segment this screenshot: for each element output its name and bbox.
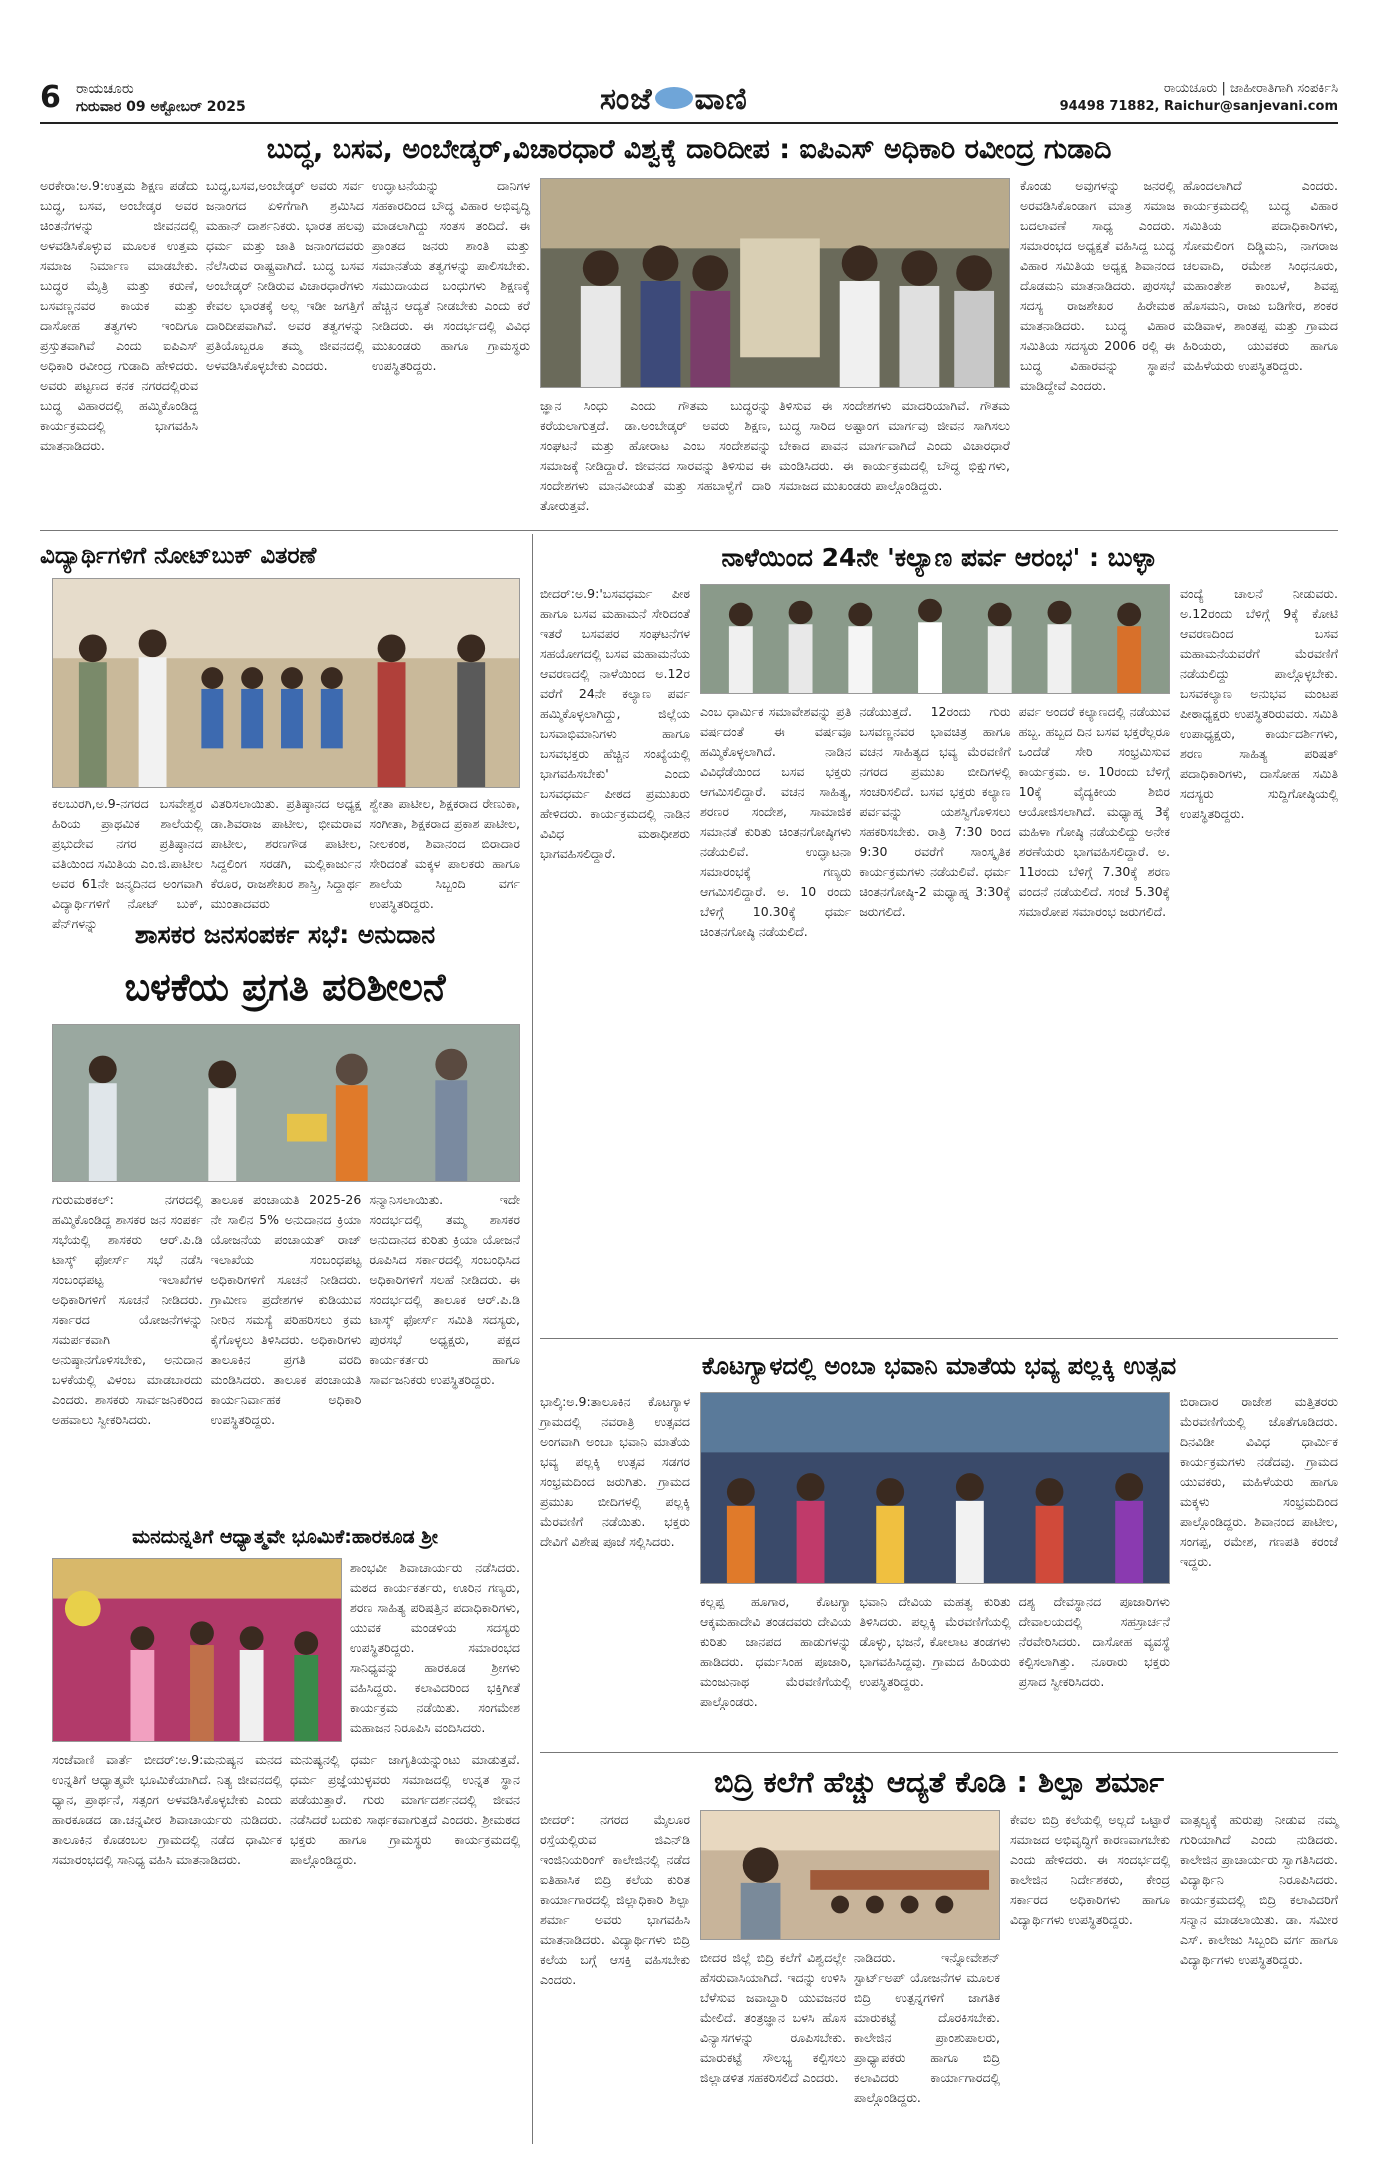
article-6-col-5: ಬಿರಾದಾರ ರಾಜೇಶ ಮತ್ತಿತರರು ಮೆರವಣಿಗೆಯಲ್ಲಿ ಜೊತೆಗೂಡಿದರು. ದಿನವಿಡೀ ವಿವಿಧ ಧಾರ್ಮಿಕ ಕಾರ್ಯಕ್ರಮಗಳು ನಡೆದವು. ಗ್ರಾಮದ ಯುವಕರು, ಮಹಿಳೆಯರು ಹಾಗೂ ಮಕ್ಕಳು ಸಂಭ್ರಮದಿಂದ ಪಾಲ್ಗೊಂಡಿದ್ದರು. ಶಿವಾನಂದ ಪಾಟೀಲ, ಸಂಗಪ್ಪ, ರಮೇಶ, ಗಣಪತಿ ಕರಂಜೆ ಇದ್ದರು. [1180, 1394, 1338, 1569]
article-2-photo [52, 578, 520, 788]
article-5-col-3: ಶಾಂಭವೀ ಶಿವಾಚಾರ್ಯರು ನಡೆಸಿದರು. ಮಠದ ಕಾರ್ಯಕರ್ತರು, ಊರಿನ ಗಣ್ಯರು, ಶರಣ ಸಾಹಿತ್ಯ ಪರಿಷತ್ತಿನ ಪದಾಧಿಕಾರಿಗಳು, ಯುವಕ ಮಂಡಳಿಯ ಸದಸ್ಯರು ಉಪಸ್ಥಿತರಿದ್ದರು. ಸಮಾರಂಭದ ಸಾನಿಧ್ಯವನ್ನು ಹಾರಕೂಡ ಶ್ರೀಗಳು ವಹಿಸಿದ್ದರು. ಕಲಾವಿದರಿಂದ ಭಕ್ತಿಗೀತೆ ಕಾರ್ಯಕ್ರಮ ನಡೆಯಿತು. ಸಂಗಮೇಶ ಮಹಾಜನ ನಿರೂಪಿಸಿ ವಂದಿಸಿದರು. [350, 1560, 520, 1735]
article-5-col-2: ಮನುಷ್ಯನಲ್ಲಿ ಧರ್ಮ ಜಾಗೃತಿಯನ್ನುಂಟು ಮಾಡುತ್ತವೆ. ಧರ್ಮ ಪ್ರಜ್ಞೆಯುಳ್ಳವರು ಸಮಾಜದಲ್ಲಿ ಉನ್ನತ ಸ್ಥಾನ ಪಡೆಯುತ್ತಾರೆ. ಗುರು ಮಾರ್ಗದರ್ಶನದಲ್ಲಿ ಜೀವನ ನಡೆಸಿದರೆ ಬದುಕು ಸಾರ್ಥಕವಾಗುತ್ತದೆ ಎಂದರು. ಶ್ರೀಮಠದ ಭಕ್ತರು ಹಾಗೂ ಗ್ರಾಮಸ್ಥರು ಕಾರ್ಯಕ್ರಮದಲ್ಲಿ ಪಾಲ್ಗೊಂಡಿದ್ದರು. [290, 1752, 520, 1867]
article-1-col-2: ಬುದ್ಧ,ಬಸವ,ಅಂಬೇಡ್ಕರ್ ಅವರು ಸರ್ವ ಜನಾಂಗದ ಏಳಿಗೆಗಾಗಿ ಶ್ರಮಿಸಿದ ಮಹಾನ್ ದಾರ್ಶನಿಕರು. ಭಾರತ ಹಲವು ಧರ್ಮ ಮತ್ತು ಜಾತಿ ಜನಾಂಗದವರು ನೆಲೆಸಿರುವ ರಾಷ್ಟ್ರವಾಗಿದೆ. ಬುದ್ಧ ಬಸವ ಅಂಬೇಡ್ಕರ್ ನೀಡಿರುವ ವಿಚಾರಧಾರೆಗಳು ಕೇವಲ ಭಾರತಕ್ಕೆ ಅಲ್ಲ ಇಡೀ ಜಗತ್ತಿಗೆ ದಾರಿದೀಪವಾಗಿವೆ. ಅವರ ತತ್ವಗಳನ್ನು ಪ್ರತಿಯೊಬ್ಬರೂ ತಮ್ಮ ಜೀವನದಲ್ಲಿ ಅಳವಡಿಸಿಕೊಳ್ಳಬೇಕು ಎಂದರು. [206, 178, 364, 373]
article-4-col-2: ತಾಲೂಕ ಪಂಚಾಯತಿ 2025-26 ನೇ ಸಾಲಿನ 5% ಅನುದಾನದ ಕ್ರಿಯಾ ಯೋಜನೆಯ ಪಂಚಾಯತ್ ರಾಜ್ ಇಲಾಖೆಯ ಸಂಬಂಧಪಟ್ಟ ಅಧಿಕಾರಿಗಳಿಗೆ ಸೂಚನೆ ನೀಡಿದರು. ಗ್ರಾಮೀಣ ಪ್ರದೇಶಗಳ ಕುಡಿಯುವ ನೀರಿನ ಸಮಸ್ಯೆ ಪರಿಹರಿಸಲು ಕ್ರಮ ಕೈಗೊಳ್ಳಲು ತಿಳಿಸಿದರು. ಅಧಿಕಾರಿಗಳು ತಾಲೂಕಿನ ಪ್ರಗತಿ ವರದಿ ಮಂಡಿಸಿದರು. ತಾಲೂಕ ಪಂಚಾಯತಿ ಕಾರ್ಯನಿರ್ವಾಹಕ ಅಧಿಕಾರಿ ಉಪಸ್ಥಿತರಿದ್ದರು. [210, 1192, 362, 1427]
article-3-col-5: ವಂದ್ಯೆ ಚಾಲನೆ ನೀಡುವರು. ಅ.12ರಂದು ಬೆಳಿಗ್ಗೆ 9ಕ್ಕೆ ಕೋಟಿ ಆವರಣದಿಂದ ಬಸವ ಮಹಾಮನೆಯವರೆಗೆ ಮೆರವಣಿಗೆ ನಡೆಯಲಿದ್ದು ಪಾಲ್ಗೊಳ್ಳಬೇಕು. ಬಸವಕಲ್ಯಾಣ ಅನುಭವ ಮಂಟಪ ಪೀಠಾಧ್ಯಕ್ಷರು ಉಪಸ್ಥಿತರಿರುವರು. ಸಮಿತಿ ಉಪಾಧ್ಯಕ್ಷರು, ಕಾರ್ಯದರ್ಶಿಗಳು, ಶರಣ ಸಾಹಿತ್ಯ ಪರಿಷತ್ ಪದಾಧಿಕಾರಿಗಳು, ದಾಸೋಹ ಸಮಿತಿ ಸದಸ್ಯರು ಸುದ್ದಿಗೋಷ್ಠಿಯಲ್ಲಿ ಉಪಸ್ಥಿತರಿದ್ದರು. [1180, 586, 1338, 821]
article-3-col-4: ಪರ್ವ ಅಂದರೆ ಕಲ್ಯಾಣದಲ್ಲಿ ನಡೆಯುವ ಹಬ್ಬ. ಹಬ್ಬದ ದಿನ ಬಸವ ಭಕ್ತರೆಲ್ಲರೂ ಒಂದೆಡೆ ಸೇರಿ ಸಂಭ್ರಮಿಸುವ ಕಾರ್ಯಕ್ರಮ. ಅ. 10ರಂದು ಬೆಳಿಗ್ಗೆ 10ಕ್ಕೆ ವೈದ್ಯಕೀಯ ಶಿಬಿರ ಆಯೋಜಿಸಲಾಗಿದೆ. ಮಧ್ಯಾಹ್ನ 3ಕ್ಕೆ ಮಹಿಳಾ ಗೋಷ್ಠಿ ನಡೆಯಲಿದ್ದು ಅನೇಕ ಶರಣೆಯರು ಭಾಗವಹಿಸಲಿದ್ದಾರೆ. ಅ. 11ರಂದು ಬೆಳಿಗ್ಗೆ 7.30ಕ್ಕೆ ಶರಣ ವಂದನೆ ನಡೆಯಲಿದೆ. ಸಂಜೆ 5.30ಕ್ಕೆ ಸಮಾರೋಪ ಸಮಾರಂಭ ಜರುಗಲಿದೆ. [1018, 704, 1170, 919]
article-3-photo [700, 584, 1170, 694]
article-1-col-6: ಕೊಂಡು ಅವುಗಳನ್ನು ಜನರಲ್ಲಿ ಅರವಡಿಸಿಕೊಂಡಾಗ ಮಾತ್ರ ಸಮಾಜ ಬದಲಾವಣೆ ಸಾಧ್ಯ ಎಂದರು. ಸಮಾರಂಭದ ಅಧ್ಯಕ್ಷತೆ ವಹಿಸಿದ್ದ ಬುದ್ಧ ವಿಹಾರ ಸಮಿತಿಯ ಅಧ್ಯಕ್ಷ ಶಿವಾನಂದ ದೊಡಮನಿ ಮಾತನಾಡಿದರು. ಪುರಸಭೆ ಸದಸ್ಯ ರಾಜಶೇಖರ ಹಿರೇಮಠ ಮಾತನಾಡಿದರು. ಬುದ್ಧ ವಿಹಾರ ಸಮಿತಿಯ ಸದಸ್ಯರು 2006 ರಲ್ಲಿ ಈ ಬುದ್ಧ ವಿಹಾರವನ್ನು ಸ್ಥಾಪನೆ ಮಾಡಿದ್ದೇವೆ ಎಂದರು. [1020, 178, 1175, 393]
article-1-col-7: ಹೊಂದಲಾಗಿದೆ ಎಂದರು. ಕಾರ್ಯಕ್ರಮದಲ್ಲಿ ಬುದ್ಧ ವಿಹಾರ ಸಮಿತಿಯ ಪದಾಧಿಕಾರಿಗಳು, ಸೋಮಲಿಂಗ ದಿಡ್ಡಿಮನಿ, ನಾಗರಾಜ ಚಲವಾದಿ, ರಮೇಶ ಸಿಂಧನೂರು, ಮಹಾಂತೇಶ ಕಾಂಬಳೆ, ಶಿವಪ್ಪ ಹೊಸಮನಿ, ರಾಜು ಬಡಿಗೇರ, ಶಂಕರ ಮಡಿವಾಳ, ಶಾಂತಪ್ಪ ಮತ್ತು ಗ್ರಾಮದ ಹಿರಿಯರು, ಯುವಕರು ಹಾಗೂ ಮಹಿಳೆಯರು ಉಪಸ್ಥಿತರಿದ್ದರು. [1183, 178, 1338, 373]
article-4-headline-bottom: ಬಳಕೆಯ ಪ್ರಗತಿ ಪರಿಶೀಲನೆ [124, 965, 446, 1009]
article-7-col-2: ಬೀದರ ಜಿಲ್ಲೆ ಬಿದ್ರಿ ಕಲೆಗೆ ವಿಶ್ವದಲ್ಲೇ ಹೆಸರುವಾಸಿಯಾಗಿದೆ. ಇದನ್ನು ಉಳಿಸಿ ಬೆಳೆಸುವ ಜವಾಬ್ದಾರಿ ಯುವಜನರ ಮೇಲಿದೆ. ತಂತ್ರಜ್ಞಾನ ಬಳಸಿ ಹೊಸ ವಿನ್ಯಾಸಗಳನ್ನು ರೂಪಿಸಬೇಕು. ಮಾರುಕಟ್ಟೆ ಸೌಲಭ್ಯ ಕಲ್ಪಿಸಲು ಜಿಲ್ಲಾಡಳಿತ ಸಹಕರಿಸಲಿದೆ ಎಂದರು. [700, 1950, 846, 2085]
article-7-col-4: ಕೇವಲ ಬಿದ್ರಿ ಕಲೆಯಲ್ಲಿ ಅಲ್ಲದೆ ಒಟ್ಟಾರೆ ಸಮಾಜದ ಅಭಿವೃದ್ಧಿಗೆ ಕಾರಣವಾಗಬೇಕು ಎಂದು ಹೇಳಿದರು. ಈ ಸಂದರ್ಭದಲ್ಲಿ ಕಾಲೇಜಿನ ನಿರ್ದೇಶಕರು, ಕೇಂದ್ರ ಸರ್ಕಾರದ ಅಧಿಕಾರಿಗಳು ಹಾಗೂ ವಿದ್ಯಾರ್ಥಿಗಳು ಉಪಸ್ಥಿತರಿದ್ದರು. [1010, 1812, 1170, 1927]
article-6-col-2: ಕಲ್ಲಪ್ಪ ಹೂಗಾರ, ಕೊಟಗ್ಯಾ ಆಕ್ಕಮಹಾದೇವಿ ತಂಡದವರು ದೇವಿಯ ಕುರಿತು ಜಾನಪದ ಹಾಡುಗಳನ್ನು ಹಾಡಿದರು. ಧರ್ಮಸಿಂಹ ಪೂಜಾರಿ, ಮಂಜುನಾಥ ಮೆರವಣಿಗೆಯಲ್ಲಿ ಪಾಲ್ಗೊಂಡರು. [700, 1594, 852, 1709]
contact-info [1060, 80, 1338, 116]
article-5-headline: ಮನದುನ್ನತಿಗೆ ಆಧ್ಯಾತ್ಮವೇ ಭೂಮಿಕೆ:ಹಾರಕೂಡ ಶ್ರೀ [132, 1526, 438, 1548]
article-2-col-3: ಶ್ವೇತಾ ಪಾಟೀಲ, ಶಿಕ್ಷಕರಾದ ರೇಣುಕಾ, ಸಂಗೀತಾ, ಶಿಕ್ಷಕರಾದ ಪ್ರಕಾಶ ಪಾಟೀಲ, ನೀಲಕಂಠ, ಶಿವಾನಂದ ಬಿರಾದಾರ ಸೇರಿದಂತೆ ಮಕ್ಕಳ ಪಾಲಕರು ಹಾಗೂ ಶಾಲೆಯ ಸಿಬ್ಬಂದಿ ವರ್ಗ ಉಪಸ್ಥಿತರಿದ್ದರು. [369, 796, 521, 911]
article-1-photo [540, 178, 1010, 388]
divider [532, 534, 533, 2144]
article-5-cols [52, 1750, 520, 2144]
article-1-col-4: ಜ್ಞಾನ ಸಿಂಧು ಎಂದು ಗೌತಮ ಬುದ್ಧರನ್ನು ಕರೆಯಲಾಗುತ್ತದೆ. ಡಾ.ಅಂಬೇಡ್ಕರ್ ಅವರು ಶಿಕ್ಷಣ, ಸಂಘಟನೆ ಮತ್ತು ಹೋರಾಟ ಎಂಬ ಸಂದೇಶವನ್ನು ಸಮಾಜಕ್ಕೆ ನೀಡಿದ್ದಾರೆ. ಜೀವನದ ಸಾರವನ್ನು ತಿಳಿಸುವ ಈ ಸಂದೇಶಗಳು ಮಾನವೀಯತೆ ಮತ್ತು ಸಹಬಾಳ್ವೆಗೆ ದಾರಿ ತೋರುತ್ತವೆ. [540, 398, 771, 513]
divider [40, 530, 1338, 531]
article-6-headline: ಕೊಟಗ್ಯಾಳದಲ್ಲಿ ಅಂಬಾ ಭವಾನಿ ಮಾತೆಯ ಭವ್ಯ ಪಲ್ಲಕ್ಕಿ ಉತ್ಸವ [701, 1352, 1177, 1380]
masthead [40, 78, 1338, 124]
article-1-col-5: ತಿಳಿಸುವ ಈ ಸಂದೇಶಗಳು ಮಾದರಿಯಾಗಿವೆ. ಗೌತಮ ಬುದ್ಧ ಸಾರಿದ ಅಷ್ಟಾಂಗ ಮಾರ್ಗವು ಜೀವನ ಸಾಗಿಸಲು ಬೇಕಾದ ಪಾವನ ಮಾರ್ಗವಾಗಿದೆ ಎಂದು ವಿಚಾರಧಾರೆ ಮಂಡಿಸಿದರು. ಈ ಕಾರ್ಯಕ್ರಮದಲ್ಲಿ ಬೌದ್ಧ ಭಿಕ್ಷುಗಳು, ಸಮಾಜದ ಮುಖಂಡರು ಪಾಲ್ಗೊಂಡಿದ್ದರು. [779, 398, 1010, 493]
article-7-col-5: ವಾತ್ಸಲ್ಯಕ್ಕೆ ಹುರುಪು ನೀಡುವ ನಮ್ಮ ಗುರಿಯಾಗಿದೆ ಎಂದು ನುಡಿದರು. ಕಾಲೇಜಿನ ಪ್ರಾಚಾರ್ಯರು ಸ್ವಾಗತಿಸಿದರು. ವಿದ್ಯಾರ್ಥಿನಿ ನಿರೂಪಿಸಿದರು. ಕಾರ್ಯಕ್ರಮದಲ್ಲಿ ಬಿದ್ರಿ ಕಲಾವಿದರಿಗೆ ಸನ್ಮಾನ ಮಾಡಲಾಯಿತು. ಡಾ. ಸಮೀರ ಎಸ್. ಕಾಲೇಜು ಸಿಬ್ಬಂದಿ ವರ್ಗ ಹಾಗೂ ವಿದ್ಯಾರ್ಥಿಗಳು ಉಪಸ್ಥಿತರಿದ್ದರು. [1180, 1812, 1338, 1967]
newspaper-logo [600, 82, 748, 117]
globe-icon [655, 87, 693, 109]
date-line: ಗುರುವಾರ 09 ಅಕ್ಟೋಬರ್ 2025 [76, 99, 246, 115]
article-1-cols-right [1020, 176, 1338, 528]
article-7-col-left [540, 1810, 690, 2144]
article-1-col-3: ಉದ್ಘಾಟನೆಯನ್ನು ದಾನಿಗಳ ಸಹಕಾರದಿಂದ ಬೌದ್ಧ ವಿಹಾರ ಅಭಿವೃದ್ಧಿ ಮಾಡಲಾಗಿದ್ದು ಸಂತಸ ತಂದಿದೆ. ಈ ಪ್ರಾಂತದ ಜನರು ಶಾಂತಿ ಮತ್ತು ಸಮಾನತೆಯ ತತ್ವಗಳನ್ನು ಪಾಲಿಸಬೇಕು. ಸಮುದಾಯದ ಬಂಧುಗಳು ಶಿಕ್ಷಣಕ್ಕೆ ಹೆಚ್ಚಿನ ಆದ್ಯತೆ ನೀಡಬೇಕು ಎಂದು ಕರೆ ನೀಡಿದರು. ಈ ಸಂದರ್ಭದಲ್ಲಿ ವಿವಿಧ ಮುಖಂಡರು ಹಾಗೂ ಗ್ರಾಮಸ್ಥರು ಉಪಸ್ಥಿತರಿದ್ದರು. [372, 178, 530, 373]
article-1-cols-left [40, 176, 530, 528]
article-3-cols-mid [700, 702, 1170, 1334]
article-4-col-3: ಸನ್ಮಾನಿಸಲಾಯಿತು. ಇದೇ ಸಂದರ್ಭದಲ್ಲಿ ತಮ್ಮ ಶಾಸಕರ ಅನುದಾನದ ಕುರಿತು ಕ್ರಿಯಾ ಯೋಜನೆ ರೂಪಿಸಿದ ಸರ್ಕಾರದಲ್ಲಿ ಸಂಬಂಧಿಸಿದ ಅಧಿಕಾರಿಗಳಿಗೆ ಸಲಹೆ ನೀಡಿದರು. ಈ ಸಂದರ್ಭದಲ್ಲಿ ತಾಲೂಕ ಆರ್.ಪಿ.ಡಿ ಟಾಸ್ಕ್ ಫೋರ್ಸ್ ಸಮಿತಿ ಸದಸ್ಯರು, ಪುರಸಭೆ ಅಧ್ಯಕ್ಷರು, ಪಕ್ಷದ ಕಾರ್ಯಕರ್ತರು ಹಾಗೂ ಸಾರ್ವಜನಿಕರು ಉಪಸ್ಥಿತರಿದ್ದರು. [369, 1192, 521, 1387]
article-6-col-4: ದಶ್ಯ ದೇವಸ್ಥಾನದ ಪೂಜಾರಿಗಳು ದೇವಾಲಯದಲ್ಲಿ ಸಹಸ್ರಾರ್ಚನೆ ನೆರವೇರಿಸಿದರು. ದಾಸೋಹ ವ್ಯವಸ್ಥೆ ಕಲ್ಪಿಸಲಾಗಿತ್ತು. ನೂರಾರು ಭಕ್ತರು ಪ್ರಸಾದ ಸ್ವೀಕರಿಸಿದರು. [1018, 1594, 1170, 1689]
article-3-col-1: ಬೀದರ್:ಅ.9:'ಬಸವಧರ್ಮ ಪೀಠ ಹಾಗೂ ಬಸವ ಮಹಾಮನೆ ಸೇರಿದಂತೆ ಇತರೆ ಬಸವಪರ ಸಂಘಟನೆಗಳ ಸಹಯೋಗದಲ್ಲಿ ಬಸವ ಮಹಾಮನೆಯ ಆವರಣದಲ್ಲಿ ನಾಳೆಯಿಂದ ಅ.12ರ ವರೆಗೆ 24ನೇ ಕಲ್ಯಾಣ ಪರ್ವ ಹಮ್ಮಿಕೊಳ್ಳಲಾಗಿದ್ದು, ಜಿಲ್ಲೆಯ ಬಸವಾಭಿಮಾನಿಗಳು ಹಾಗೂ ಬಸವಭಕ್ತರು ಹೆಚ್ಚಿನ ಸಂಖ್ಯೆಯಲ್ಲಿ ಭಾಗವಹಿಸಬೇಕು' ಎಂದು ಬಸವಧರ್ಮ ಪೀಠದ ಪ್ರಮುಖರು ಹೇಳಿದರು. ಕಾರ್ಯಕ್ರಮದಲ್ಲಿ ನಾಡಿನ ವಿವಿಧ ಮಠಾಧೀಶರು ಭಾಗವಹಿಸಲಿದ್ದಾರೆ. [540, 586, 690, 861]
article-7-headline: ಬಿದ್ರಿ ಕಲೆಗೆ ಹೆಚ್ಚು ಆದ್ಯತೆ ಕೊಡಿ : ಶಿಲ್ಪಾ ಶರ್ಮಾ [713, 1765, 1165, 1799]
article-5-col-1: ಸಂಜೆವಾಣಿ ವಾರ್ತೆ ಬೀದರ್:ಅ.9:ಮನುಷ್ಯನ ಮನದ ಉನ್ನತಿಗೆ ಆಧ್ಯಾತ್ಮವೇ ಭೂಮಿಕೆಯಾಗಿದೆ. ನಿತ್ಯ ಜೀವನದಲ್ಲಿ ಧ್ಯಾನ, ಪ್ರಾರ್ಥನೆ, ಸತ್ಸಂಗ ಅಳವಡಿಸಿಕೊಳ್ಳಬೇಕು ಎಂದು ಹಾರಕೂಡದ ಡಾ.ಚನ್ನವೀರ ಶಿವಾಚಾರ್ಯರು ನುಡಿದರು. ತಾಲೂಕಿನ ಕೊಡಂಬಲ ಗ್ರಾಮದಲ್ಲಿ ನಡೆದ ಧಾರ್ಮಿಕ ಸಮಾರಂಭದಲ್ಲಿ ಸಾನಿಧ್ಯ ವಹಿಸಿ ಮಾತನಾಡಿದರು. [52, 1752, 282, 1867]
article-7-col-3: ನಾಡಿದರು. ಇನ್ನೋವೇಶನ್ ಸ್ಟಾರ್ಟ್‌ಅಪ್ ಯೋಜನೆಗಳ ಮೂಲಕ ಬಿದ್ರಿ ಉತ್ಪನ್ನಗಳಿಗೆ ಜಾಗತಿಕ ಮಾರುಕಟ್ಟೆ ದೊರಕಿಸಬೇಕು. ಕಾಲೇಜಿನ ಪ್ರಾಂಶುಪಾಲರು, ಪ್ರಾಧ್ಯಾಪಕರು ಹಾಗೂ ಬಿದ್ರಿ ಕಲಾವಿದರು ಕಾರ್ಯಾಗಾರದಲ್ಲಿ ಪಾಲ್ಗೊಂಡಿದ್ದರು. [854, 1950, 1000, 2105]
divider [540, 1752, 1338, 1753]
edition-info [76, 80, 246, 116]
article-6-cols-mid [700, 1592, 1170, 1748]
article-5-photo [52, 1558, 342, 1742]
article-6-col-1: ಭಾಲ್ಕಿ:ಅ.9:ತಾಲೂಕಿನ ಕೊಟಗ್ಯಾಳ ಗ್ರಾಮದಲ್ಲಿ ನವರಾತ್ರಿ ಉತ್ಸವದ ಅಂಗವಾಗಿ ಅಂಬಾ ಭವಾನಿ ಮಾತೆಯ ಭವ್ಯ ಪಲ್ಲಕ್ಕಿ ಉತ್ಸವ ಸಡಗರ ಸಂಭ್ರಮದಿಂದ ಜರುಗಿತು. ಗ್ರಾಮದ ಪ್ರಮುಖ ಬೀದಿಗಳಲ್ಲಿ ಪಲ್ಲಕ್ಕಿ ಮೆರವಣಿಗೆ ನಡೆಯಿತು. ಭಕ್ತರು ದೇವಿಗೆ ವಿಶೇಷ ಪೂಜೆ ಸಲ್ಲಿಸಿದರು. [540, 1394, 690, 1549]
article-7-col-mid-right [1010, 1810, 1170, 2144]
article-6-col-left [540, 1392, 690, 1748]
article-6-col-right [1180, 1392, 1338, 1748]
article-2-headline: ವಿದ್ಯಾರ್ಥಿಗಳಿಗೆ ನೋಟ್‌ಬುಕ್ ವಿತರಣೆ [40, 543, 317, 569]
page-number: 6 [40, 80, 61, 115]
article-1-headline: ಬುದ್ಧ, ಬಸವ, ಅಂಬೇಡ್ಕರ್,ವಿಚಾರಧಾರೆ ವಿಶ್ವಕ್ಕೆ ದಾರಿದೀಪ : ಐಪಿಎಸ್ ಅಧಿಕಾರಿ ರವೀಂದ್ರ ಗುಡಾದಿ [266, 134, 1112, 165]
article-3-col-2: ಎಂಬ ಧಾರ್ಮಿಕ ಸಮಾವೇಶವನ್ನು ಪ್ರತಿ ವರ್ಷದಂತೆ ಈ ವರ್ಷವೂ ಹಮ್ಮಿಕೊಳ್ಳಲಾಗಿದೆ. ನಾಡಿನ ವಿವಿಧೆಡೆಯಿಂದ ಬಸವ ಭಕ್ತರು ಆಗಮಿಸಲಿದ್ದಾರೆ. ವಚನ ಸಾಹಿತ್ಯ, ಶರಣರ ಸಂದೇಶ, ಸಾಮಾಜಿಕ ಸಮಾನತೆ ಕುರಿತು ಚಿಂತನಗೋಷ್ಠಿಗಳು ನಡೆಯಲಿವೆ. ಉದ್ಘಾಟನಾ ಸಮಾರಂಭಕ್ಕೆ ಗಣ್ಯರು ಆಗಮಿಸಲಿದ್ದಾರೆ. ಅ. 10 ರಂದು ಬೆಳಿಗ್ಗೆ 10.30ಕ್ಕೆ ಧರ್ಮ ಚಿಂತನಗೋಷ್ಠಿ ನಡೆಯಲಿದೆ. [700, 704, 852, 939]
article-7-cols-mid [700, 1948, 1000, 2144]
article-4-col-1: ಗುರುಮಠಕಲ್: ನಗರದಲ್ಲಿ ಹಮ್ಮಿಕೊಂಡಿದ್ದ ಶಾಸಕರ ಜನ ಸಂಪರ್ಕ ಸಭೆಯಲ್ಲಿ ಶಾಸಕರು ಆರ್.ಪಿ.ಡಿ ಟಾಸ್ಕ್ ಫೋರ್ಸ್ ಸಭೆ ನಡೆಸಿ ಸಂಬಂಧಪಟ್ಟ ಇಲಾಖೆಗಳ ಅಧಿಕಾರಿಗಳಿಗೆ ಸೂಚನೆ ನೀಡಿದರು. ಸರ್ಕಾರದ ಯೋಜನೆಗಳನ್ನು ಸಮರ್ಪಕವಾಗಿ ಅನುಷ್ಠಾನಗೊಳಿಸಬೇಕು, ಅನುದಾನ ಬಳಕೆಯಲ್ಲಿ ವಿಳಂಬ ಮಾಡಬಾರದು ಎಂದರು. ಶಾಸಕರು ಸಾರ್ವಜನಿಕರಿಂದ ಅಹವಾಲು ಸ್ವೀಕರಿಸಿದರು. [52, 1192, 203, 1427]
article-2-col-1: ಕಲಬುರಗಿ,ಅ.9-ನಗರದ ಬಸವೇಶ್ವರ ಹಿರಿಯ ಪ್ರಾಥಮಿಕ ಶಾಲೆಯಲ್ಲಿ ಪ್ರಭುದೇವ ನಗರ ಪ್ರತಿಷ್ಠಾನದ ವತಿಯಿಂದ ಸಮಿತಿಯ ಎಂ.ಜಿ.ಪಾಟೀಲ ಅವರ 61ನೇ ಜನ್ಮದಿನದ ಅಂಗವಾಗಿ ವಿದ್ಯಾರ್ಥಿಗಳಿಗೆ ನೋಟ್ ಬುಕ್, ಪೆನ್‌ಗಳನ್ನು [52, 796, 203, 931]
article-4-cols [52, 1190, 520, 1516]
article-5-col-right [350, 1558, 520, 1742]
article-7-col-1: ಬೀದರ್: ನಗರದ ಮೈಲೂರ ರಸ್ತೆಯಲ್ಲಿರುವ ಜಿಎನ್‌ಡಿ ಇಂಜಿನಿಯರಿಂಗ್ ಕಾಲೇಜಿನಲ್ಲಿ ನಡೆದ ಐತಿಹಾಸಿಕ ಬಿದ್ರಿ ಕಲೆಯ ಕುರಿತ ಕಾರ್ಯಾಗಾರದಲ್ಲಿ ಜಿಲ್ಲಾಧಿಕಾರಿ ಶಿಲ್ಪಾ ಶರ್ಮಾ ಅವರು ಭಾಗವಹಿಸಿ ಮಾತನಾಡಿದರು. ವಿದ್ಯಾರ್ಥಿಗಳು ಬಿದ್ರಿ ಕಲೆಯ ಬಗ್ಗೆ ಆಸಕ್ತಿ ವಹಿಸಬೇಕು ಎಂದರು. [540, 1812, 690, 1987]
article-7-col-right [1180, 1810, 1338, 2144]
article-2-cols [52, 794, 521, 931]
article-6-col-3: ಭವಾನಿ ದೇವಿಯ ಮಹತ್ವ ಕುರಿತು ತಿಳಿಸಿದರು. ಪಲ್ಲಕ್ಕಿ ಮೆರವಣಿಗೆಯಲ್ಲಿ ಡೊಳ್ಳು, ಭಜನೆ, ಕೋಲಾಟ ತಂಡಗಳು ಭಾಗವಹಿಸಿದ್ದವು. ಗ್ರಾಮದ ಹಿರಿಯರು ಉಪಸ್ಥಿತರಿದ್ದರು. [859, 1594, 1011, 1689]
article-3-col-left [540, 584, 690, 1334]
article-3-col-3: ನಡೆಯುತ್ತದೆ. 12ರಂದು ಗುರು ಬಸವಣ್ಣನವರ ಭಾವಚಿತ್ರ ಹಾಗೂ ವಚನ ಸಾಹಿತ್ಯದ ಭವ್ಯ ಮೆರವಣಿಗೆ ನಗರದ ಪ್ರಮುಖ ಬೀದಿಗಳಲ್ಲಿ ಸಂಚರಿಸಲಿದೆ. ಬಸವ ಭಕ್ತರು ಕಲ್ಯಾಣ ಪರ್ವವನ್ನು ಯಶಸ್ವಿಗೊಳಿಸಲು ಸಹಕರಿಸಬೇಕು. ರಾತ್ರಿ 7:30 ರಿಂದ 9:30 ರವರೆಗೆ ಸಾಂಸ್ಕೃತಿಕ ಕಾರ್ಯಕ್ರಮಗಳು ನಡೆಯಲಿವೆ. ಧರ್ಮ ಚಿಂತನಗೋಷ್ಠಿ-2 ಮಧ್ಯಾಹ್ನ 3:30ಕ್ಕೆ ಜರುಗಲಿದೆ. [859, 704, 1011, 919]
edition-city: ರಾಯಚೂರು [76, 81, 134, 97]
article-1-col-1: ಅರಕೇರಾ:ಅ.9:ಉತ್ತಮ ಶಿಕ್ಷಣ ಪಡೆದು ಬುದ್ಧ, ಬಸವ, ಅಂಬೇಡ್ಕರ ಅವರ ಚಿಂತನೆಗಳನ್ನು ಜೀವನದಲ್ಲಿ ಅಳವಡಿಸಿಕೊಳ್ಳುವ ಮೂಲಕ ಉತ್ತಮ ಸಮಾಜ ನಿರ್ಮಾಣ ಮಾಡಬೇಕು. ಬುದ್ಧರ ಮೈತ್ರಿ ಮತ್ತು ಕರುಣೆ, ಬಸವಣ್ಣನವರ ಕಾಯಕ ಮತ್ತು ದಾಸೋಹ ತತ್ವಗಳು ಇಂದಿಗೂ ಪ್ರಸ್ತುತವಾಗಿವೆ ಎಂದು ಐಪಿಎಸ್ ಅಧಿಕಾರಿ ರವೀಂದ್ರ ಗುಡಾದಿ ಹೇಳಿದರು. ಅವರು ಪಟ್ಟಣದ ಕನಕ ನಗರದಲ್ಲಿರುವ ಬುದ್ಧ ವಿಹಾರದಲ್ಲಿ ಹಮ್ಮಿಕೊಂಡಿದ್ದ ಕಾರ್ಯಕ್ರಮದಲ್ಲಿ ಭಾಗವಹಿಸಿ ಮಾತನಾಡಿದರು. [40, 178, 198, 453]
article-1-cols-mid [540, 396, 1010, 528]
article-6-photo [700, 1392, 1170, 1584]
article-2-col-2: ವಿತರಿಸಲಾಯಿತು. ಪ್ರತಿಷ್ಠಾನದ ಅಧ್ಯಕ್ಷ ಡಾ.ಶಿವರಾಜ ಪಾಟೀಲ, ಭೀಮರಾವ ಪಾಟೀಲ, ಶರಣಗೌಡ ಪಾಟೀಲ, ಸಿದ್ದಲಿಂಗ ಸರಡಗಿ, ಮಲ್ಲಿಕಾರ್ಜುನ ಕೆರೂರ, ರಾಜಶೇಖರ ಶಾಸ್ತ್ರಿ, ಸಿದ್ದಾರ್ಥ ಮುಂತಾದವರು [210, 796, 362, 911]
logo-left: ಸಂಜೆ [600, 82, 653, 117]
article-3-col-right [1180, 584, 1338, 1334]
divider [540, 1338, 1338, 1339]
logo-right: ವಾಣಿ [694, 82, 748, 117]
article-7-photo [700, 1810, 1000, 1940]
ad-contact-label: ರಾಯಚೂರು | ಜಾಹೀರಾತಿಗಾಗಿ ಸಂಪರ್ಕಿಸಿ [1163, 81, 1338, 96]
article-4-headline-top: ಶಾಸಕರ ಜನಸಂಪರ್ಕ ಸಭೆ: ಅನುದಾನ [134, 920, 436, 949]
article-4-photo [52, 1024, 520, 1182]
ad-contact-details: 94498 71882, Raichur@sanjevani.com [1059, 99, 1338, 114]
article-3-headline: ನಾಳೆಯಿಂದ 24ನೇ 'ಕಲ್ಯಾಣ ಪರ್ವ ಆರಂಭ' : ಬುಳ್ಳಾ [721, 543, 1157, 572]
